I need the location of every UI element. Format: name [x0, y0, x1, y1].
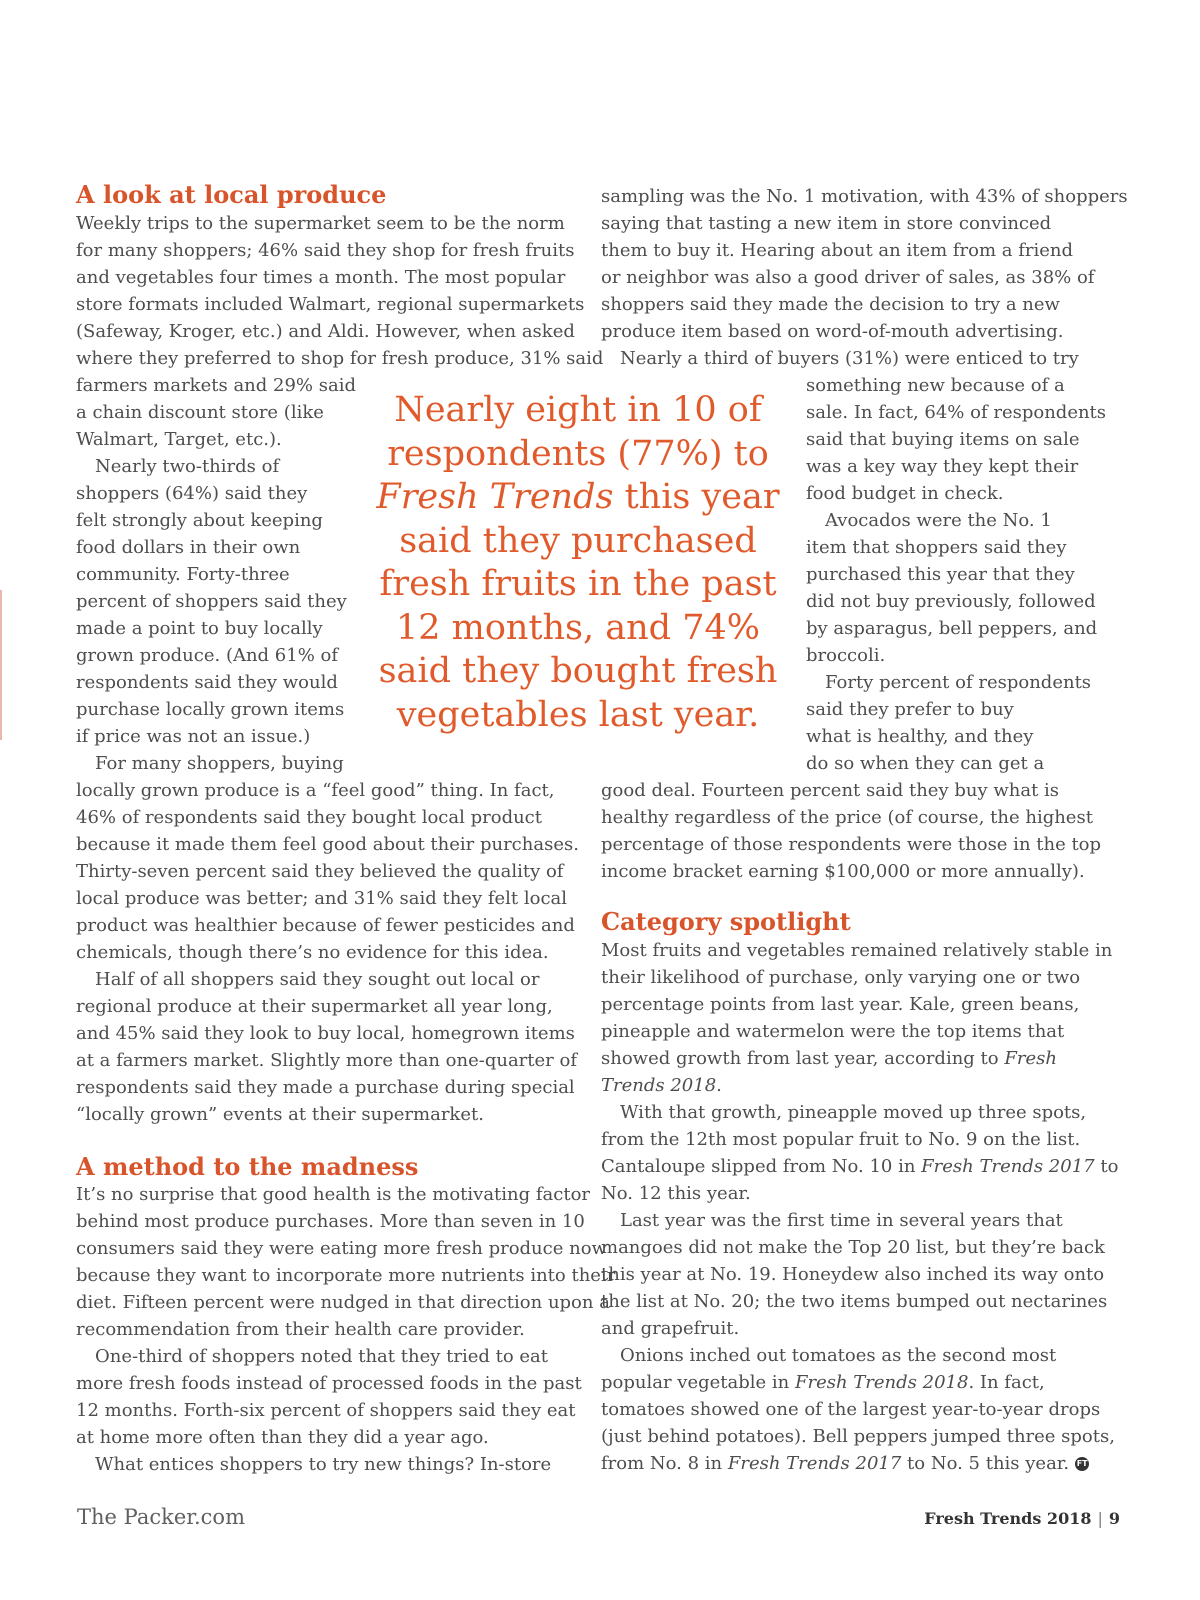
- text-line: 46% of respondents said they bought local product: [76, 807, 542, 828]
- text-segment: mangoes did not make the Top 20 list, but they’re back: [601, 1237, 1105, 1258]
- text-line: [601, 991, 1079, 1018]
- text-line: where they preferred to shop for fresh produce, 31% said: [76, 348, 604, 369]
- heading-category-spotlight: Category spotlight: [601, 907, 851, 936]
- text-line: by asparagus, bell peppers, and: [806, 618, 1098, 639]
- text-line: did not buy previously, followed: [806, 591, 1096, 612]
- text-segment: to: [1094, 1156, 1119, 1177]
- text-line: sale. In fact, 64% of respondents: [806, 402, 1107, 423]
- italic-title: Fresh: [1004, 1048, 1057, 1069]
- text-segment: to No. 5 this year.: [901, 1453, 1070, 1474]
- text-line: [601, 1423, 1115, 1450]
- text-line: sampling was the No. 1 motivation, with 43% of shoppers: [601, 186, 1128, 207]
- text-line: 12 months. Forth-six percent of shoppers said they eat: [76, 1400, 576, 1421]
- text-line: [601, 1045, 1057, 1072]
- text-segment: this year at No. 19. Honeydew also inched its way onto: [601, 1264, 1105, 1285]
- text-line: said that buying items on sale: [806, 429, 1080, 450]
- text-line: food budget in check.: [806, 483, 1004, 504]
- text-segment: With that growth, pineapple moved up three spots,: [620, 1102, 1087, 1123]
- text-line: Forty percent of respondents: [825, 672, 1092, 693]
- pull-quote-line: [363, 475, 793, 519]
- text-line: respondents said they made a purchase during special: [76, 1077, 575, 1098]
- text-line: Nearly a third of buyers (31%) were enticed to try: [620, 348, 1079, 369]
- text-line: more fresh foods instead of processed foods in the past: [76, 1373, 582, 1394]
- text-line: [601, 1126, 1080, 1153]
- text-line: It’s no surprise that good health is the motivating factor: [76, 1184, 591, 1205]
- pull-quote-text: said they bought fresh: [378, 651, 778, 691]
- pull-quote-text: 12 months, and 74%: [395, 607, 760, 648]
- text-segment: and grapefruit.: [601, 1318, 740, 1339]
- text-line: percent of shoppers said they: [76, 591, 347, 612]
- end-mark-icon: FT: [1075, 1457, 1089, 1471]
- text-line: because it made them feel good about their purchases.: [76, 834, 579, 855]
- pull-quote-line: [363, 388, 793, 432]
- text-line: Nearly two-thirds of: [95, 456, 280, 477]
- text-line: [601, 1450, 1089, 1477]
- pull-quote-line: [363, 562, 793, 606]
- text-line: regional produce at their supermarket all year long,: [76, 996, 553, 1017]
- pull-quote-line: [363, 432, 793, 476]
- text-line: at a farmers market. Slightly more than one-quarter of: [76, 1050, 577, 1071]
- pull-quote-line: [363, 519, 793, 563]
- text-line: Weekly trips to the supermarket seem to be the norm: [76, 213, 565, 234]
- text-line: [601, 1072, 722, 1099]
- text-line: [601, 1180, 751, 1207]
- text-line: store formats included Walmart, regional supermarkets: [76, 294, 585, 315]
- text-line: and vegetables four times a month. The most popular: [76, 267, 566, 288]
- heading-local-produce: A look at local produce: [76, 180, 387, 209]
- text-line: shoppers said they made the decision to try a new: [601, 294, 1060, 315]
- pull-quote-text: vegetables last year.: [396, 694, 760, 735]
- pull-quote-text: respondents (77%) to: [387, 433, 769, 474]
- text-line: shoppers (64%) said they: [76, 483, 308, 504]
- text-line: [601, 937, 1112, 964]
- text-line: them to buy it. Hearing about an item from a friend: [601, 240, 1074, 261]
- text-segment: the list at No. 20; the two items bumped out nectarines: [601, 1291, 1108, 1312]
- text-line: income bracket earning $100,000 or more annually).: [601, 861, 1085, 882]
- text-line: Walmart, Target, etc.).: [76, 429, 282, 450]
- text-line: item that shoppers said they: [806, 537, 1067, 558]
- text-line: if price was not an issue.): [76, 726, 311, 747]
- text-line: saying that tasting a new item in store convinced: [601, 213, 1052, 234]
- text-line: was a key way they kept their: [806, 456, 1079, 477]
- pull-quote-italic: Fresh Trends: [376, 477, 614, 517]
- text-line: farmers markets and 29% said: [76, 375, 356, 396]
- text-line: what is healthy, and they: [806, 726, 1034, 747]
- text-segment: Onions inched out tomatoes as the second most: [620, 1345, 1057, 1366]
- text-segment: tomatoes showed one of the largest year-to-year drops: [601, 1399, 1101, 1420]
- text-line: (Safeway, Kroger, etc.) and Aldi. However, when asked: [76, 321, 575, 342]
- text-segment: (just behind potatoes). Bell peppers jumped three spots,: [601, 1426, 1115, 1447]
- page-number: 9: [1108, 1509, 1120, 1528]
- text-line: For many shoppers, buying: [95, 753, 344, 774]
- text-line: [601, 1234, 1105, 1261]
- text-segment: Last year was the first time in several years that: [620, 1210, 1063, 1231]
- text-line: product was healthier because of fewer pesticides and: [76, 915, 575, 936]
- text-line: percentage of those respondents were those in the top: [601, 834, 1102, 855]
- text-line: [601, 1261, 1104, 1288]
- text-line: Avocados were the No. 1: [825, 510, 1052, 531]
- text-line: community. Forty-three: [76, 564, 290, 585]
- text-segment: pineapple and watermelon were the top items that: [601, 1021, 1065, 1042]
- text-line: locally grown produce is a “feel good” thing. In fact,: [76, 780, 555, 801]
- text-line: food dollars in their own: [76, 537, 301, 558]
- text-line: [620, 1207, 1063, 1234]
- text-line: or neighbor was also a good driver of sales, as 38% of: [601, 267, 1095, 288]
- text-line: [601, 964, 1080, 991]
- text-segment: popular vegetable in: [601, 1372, 795, 1393]
- text-line: said they prefer to buy: [806, 699, 1014, 720]
- text-line: at home more often than they did a year ago.: [76, 1427, 489, 1448]
- text-line: [601, 1153, 1118, 1180]
- text-line: respondents said they would: [76, 672, 338, 693]
- text-line: and 45% said they look to buy local, homegrown items: [76, 1023, 575, 1044]
- italic-title: Fresh Trends 2017: [727, 1453, 902, 1474]
- heading-method-madness: A method to the madness: [76, 1152, 419, 1181]
- text-line: good deal. Fourteen percent said they buy what is: [601, 780, 1060, 801]
- text-line: do so when they can get a: [806, 753, 1045, 774]
- text-line: [601, 1288, 1107, 1315]
- text-segment: Cantaloupe slipped from No. 10 in: [601, 1156, 922, 1177]
- italic-title: Trends 2018: [601, 1075, 717, 1096]
- text-line: What entices shoppers to try new things? In-store: [95, 1454, 552, 1475]
- pull-quote-line: [363, 693, 793, 737]
- text-line: Half of all shoppers said they sought out local or: [95, 969, 540, 990]
- text-line: [601, 1369, 1045, 1396]
- text-line: diet. Fifteen percent were nudged in that direction upon a: [76, 1292, 610, 1313]
- text-line: behind most produce purchases. More than seven in 10: [76, 1211, 585, 1232]
- text-line: made a point to buy locally: [76, 618, 323, 639]
- italic-title: Fresh Trends 2017: [921, 1156, 1095, 1177]
- text-segment: from No. 8 in: [601, 1453, 728, 1474]
- text-segment: . In fact,: [968, 1372, 1045, 1393]
- text-segment: their likelihood of purchase, only varying one or two: [601, 967, 1081, 988]
- pull-quote-text: this year: [613, 477, 780, 517]
- text-line: because they want to incorporate more nutrients into their: [76, 1265, 616, 1286]
- footer-folio: [924, 1509, 1120, 1528]
- text-line: [601, 1396, 1100, 1423]
- text-line: a chain discount store (like: [76, 402, 324, 423]
- text-line: felt strongly about keeping: [76, 510, 323, 531]
- pull-quote-line: [363, 649, 793, 693]
- text-line: broccoli.: [806, 645, 886, 666]
- text-line: [601, 1315, 739, 1342]
- text-line: One-third of shoppers noted that they tried to eat: [95, 1346, 549, 1367]
- text-line: [620, 1342, 1056, 1369]
- text-line: [601, 1018, 1064, 1045]
- text-line: Thirty-seven percent said they believed the quality of: [76, 861, 564, 882]
- text-line: “locally grown” events at their supermarket.: [76, 1104, 484, 1125]
- page-edge-mark: [0, 590, 2, 740]
- text-segment: Most fruits and vegetables remained relatively stable in: [601, 940, 1113, 961]
- text-line: consumers said they were eating more fresh produce now: [76, 1238, 607, 1259]
- text-line: [620, 1099, 1086, 1126]
- text-line: grown produce. (And 61% of: [76, 645, 339, 666]
- text-line: for many shoppers; 46% said they shop for fresh fruits: [76, 240, 575, 261]
- text-line: chemicals, though there’s no evidence for this idea.: [76, 942, 549, 963]
- pull-quote-text: said they purchased: [399, 520, 757, 561]
- text-line: produce item based on word-of-mouth advertising.: [601, 321, 1064, 342]
- footer-separator: |: [1097, 1509, 1103, 1528]
- text-segment: .: [716, 1075, 722, 1096]
- text-line: purchase locally grown items: [76, 699, 345, 720]
- text-line: something new because of a: [806, 375, 1065, 396]
- text-line: recommendation from their health care provider.: [76, 1319, 525, 1340]
- italic-title: Fresh Trends 2018: [794, 1372, 969, 1393]
- text-line: purchased this year that they: [806, 564, 1075, 585]
- text-segment: from the 12th most popular fruit to No. 9 on the list.: [601, 1129, 1081, 1150]
- footer-site-name: The Packer.com: [77, 1505, 245, 1529]
- text-segment: No. 12 this year.: [601, 1183, 751, 1204]
- footer-publication: Fresh Trends 2018: [924, 1509, 1092, 1528]
- pull-quote-text: fresh fruits in the past: [379, 564, 777, 604]
- text-segment: showed growth from last year, according to: [601, 1048, 1005, 1069]
- pull-quote-text: Nearly eight in 10 of: [394, 390, 762, 430]
- text-segment: percentage points from last year. Kale, green beans,: [601, 994, 1080, 1015]
- text-line: local produce was better; and 31% said they felt local: [76, 888, 568, 909]
- pull-quote-line: [363, 606, 793, 650]
- text-line: healthy regardless of the price (of course, the highest: [601, 807, 1093, 828]
